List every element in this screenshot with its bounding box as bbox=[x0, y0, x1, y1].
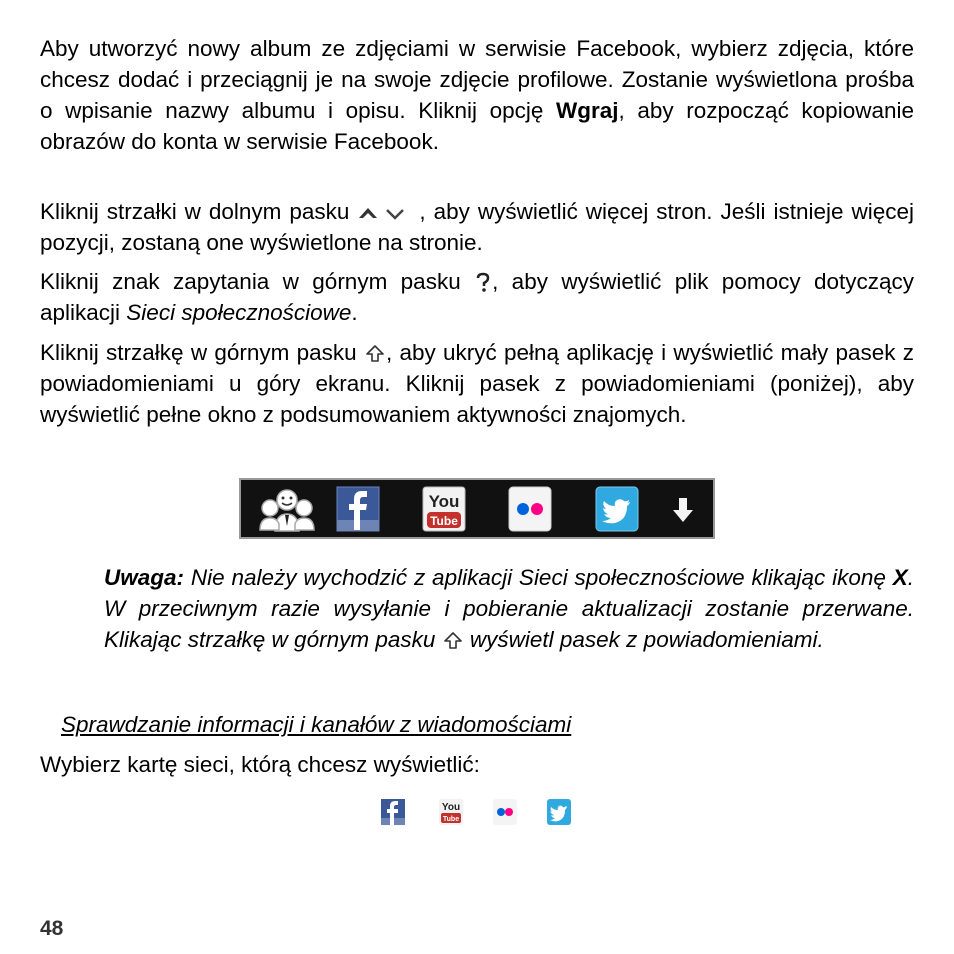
down-arrow-icon[interactable] bbox=[671, 496, 695, 529]
flickr-tab-icon[interactable] bbox=[492, 798, 518, 831]
flickr-icon[interactable] bbox=[508, 486, 552, 537]
youtube-tab-icon[interactable] bbox=[438, 798, 464, 831]
upload-option-label: Wgraj bbox=[556, 98, 619, 123]
friends-icon[interactable] bbox=[257, 486, 317, 537]
up-down-arrows-icon bbox=[357, 202, 419, 224]
warning-note: Uwaga: Nie należy wychodzić z aplikacji Sieci społecznościowe klikając ikonę X. W przeciwnym razie wysyłanie i pobieranie aktualizacji zostanie przerwane. Klikając strzałkę w górnym pasku wyświetl pasek z powiadomieniami. bbox=[104, 565, 914, 652]
paragraph-upload-album: Aby utworzyć nowy album ze zdjęciami w serwisie Facebook, wybierz zdjęcia, które chcesz dodać i przeciągnij je na swoje zdjęcie profilowe. Zostanie wyświetlona prośba o wpisanie nazwy albumu i opisu. Kliknij opcję Wgraj, aby rozpocząć kopiowanie obrazów do konta w serwisie Facebook. bbox=[40, 36, 914, 154]
paragraph-top-arrow: Kliknij strzałkę w górnym pasku , aby ukryć pełną aplikację i wyświetlić mały pasek z powiadomieniami u góry ekranu. Kliknij pasek z powiadomieniami (poniżej), aby wyświetlić pełne okno z podsumowaniem aktywności znajomych. bbox=[40, 340, 915, 427]
note-label: Uwaga: bbox=[104, 565, 185, 590]
close-x-label: X bbox=[892, 565, 908, 590]
paragraph-help: Kliknij znak zapytania w górnym pasku , aby wyświetlić plik pomocy dotyczący aplikacji Sieci społecznościowe. bbox=[40, 269, 914, 325]
facebook-icon[interactable] bbox=[336, 486, 380, 537]
youtube-tab-text-bottom: Tube bbox=[442, 816, 460, 823]
youtube-text-bottom: Tube bbox=[430, 514, 458, 528]
notification-toolbar[interactable] bbox=[239, 478, 715, 539]
facebook-tab-icon[interactable] bbox=[380, 798, 406, 831]
select-network-text: Wybierz kartę sieci, którą chcesz wyświetlić: bbox=[40, 752, 480, 777]
question-mark-icon bbox=[474, 272, 492, 294]
twitter-tab-icon[interactable] bbox=[546, 798, 572, 831]
twitter-icon[interactable] bbox=[595, 486, 639, 537]
up-arrow-icon bbox=[442, 630, 464, 652]
paragraph-bottom-arrows: Kliknij strzałki w dolnym pasku , aby wyświetlić więcej stron. Jeśli istnieje więcej pozycji, zostaną one wyświetlone na stronie. bbox=[40, 199, 914, 255]
page-number: 48 bbox=[40, 917, 64, 940]
youtube-tab-text-top: You bbox=[441, 802, 461, 813]
up-arrow-icon bbox=[364, 343, 386, 365]
youtube-text-top: You bbox=[428, 492, 460, 511]
youtube-icon[interactable] bbox=[422, 486, 466, 537]
section-heading: Sprawdzanie informacji i kanałów z wiadomościami bbox=[61, 712, 572, 737]
